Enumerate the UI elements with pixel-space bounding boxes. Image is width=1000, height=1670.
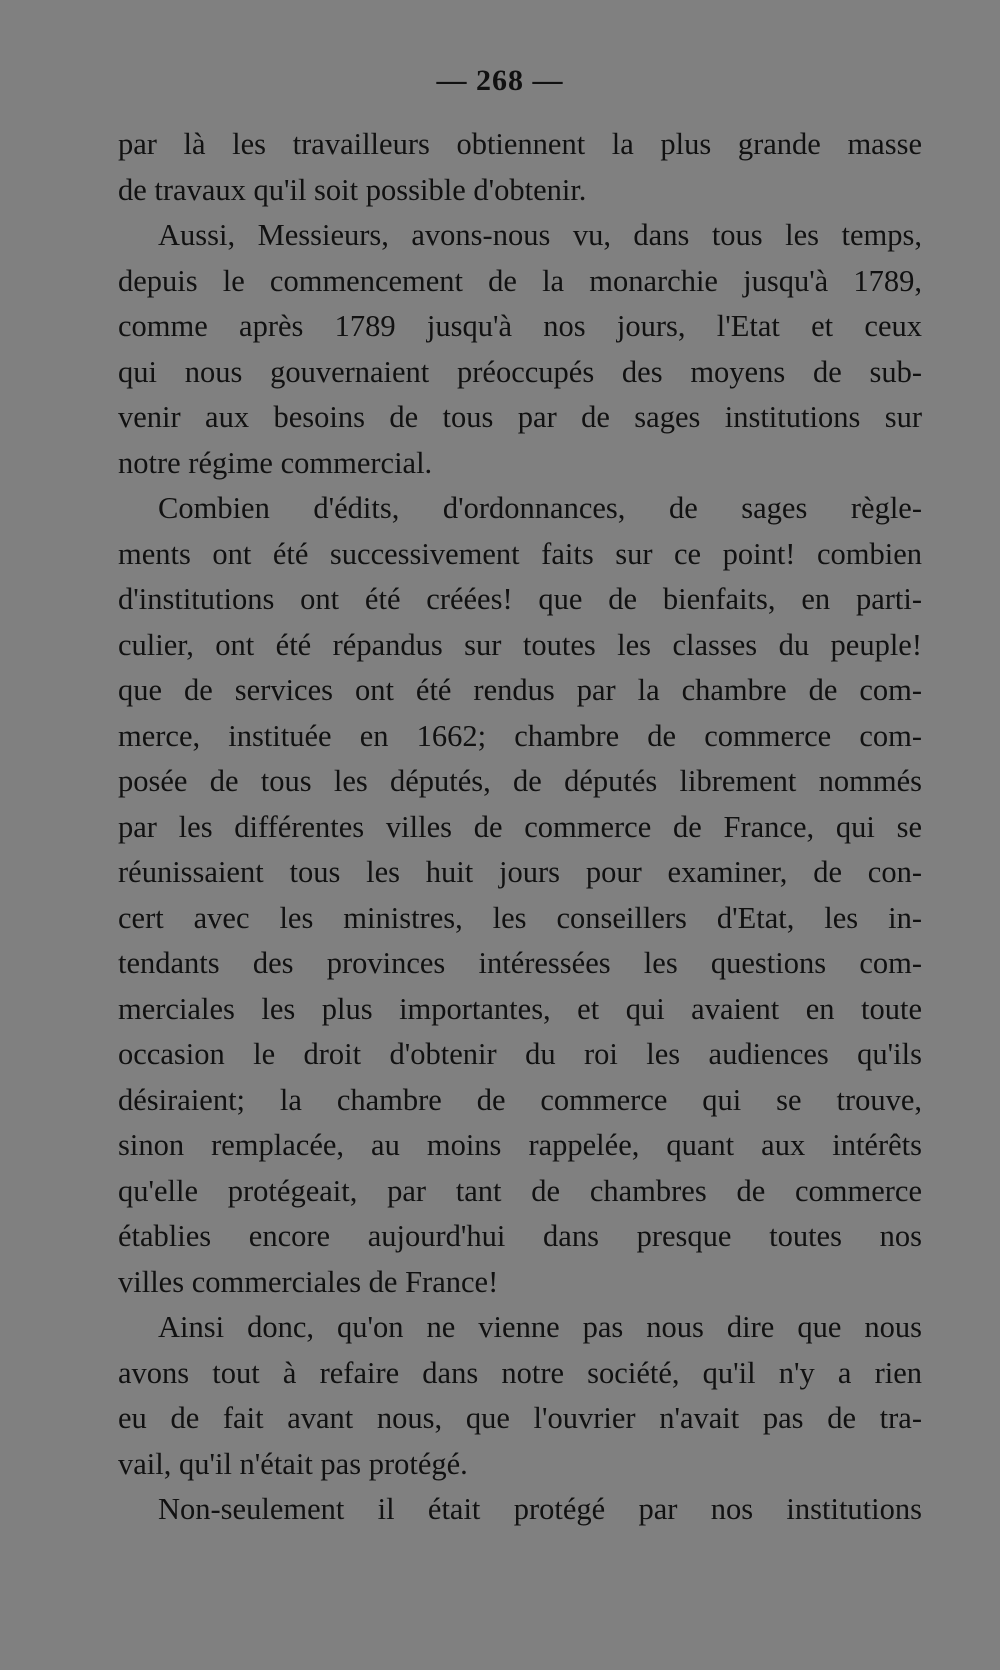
- text-line: notre régime commercial.: [118, 445, 433, 480]
- text-line: Combien d'édits, d'ordonnances, de sages règle-: [158, 491, 922, 525]
- page-number: — 268 —: [436, 64, 564, 97]
- body-text: [118, 122, 922, 1533]
- text-line: venir aux besoins de tous par de sages institutions sur: [118, 400, 922, 434]
- text-line: culier, ont été répandus sur toutes les classes du peuple!: [118, 627, 922, 662]
- text-line: merce, instituée en 1662; chambre de commerce com-: [118, 718, 922, 753]
- text-line: sinon remplacée, au moins rappelée, quant aux intérêts: [118, 1128, 922, 1162]
- text-line: qui nous gouvernaient préoccupés des moyens de sub-: [118, 354, 922, 389]
- text-line: avons tout à refaire dans notre société, qu'il n'y a rien: [118, 1355, 922, 1390]
- text-line: tendants des provinces intéressées les questions com-: [118, 946, 922, 980]
- text-line: ments ont été successivement faits sur ce point! combien: [118, 536, 922, 571]
- text-line: désiraient; la chambre de commerce qui se trouve,: [118, 1082, 922, 1117]
- text-line: cert avec les ministres, les conseillers d'Etat, les in-: [118, 900, 922, 935]
- text-line: réunissaient tous les huit jours pour examiner, de con-: [118, 855, 922, 889]
- text-line: de travaux qu'il soit possible d'obtenir.: [118, 172, 587, 207]
- text-line: par là les travailleurs obtiennent la plus grande masse: [118, 127, 922, 161]
- text-line: qu'elle protégeait, par tant de chambres de commerce: [118, 1173, 922, 1208]
- text-line: Non-seulement il était protégé par nos institutions: [158, 1492, 922, 1526]
- text-line: villes commerciales de France!: [118, 1264, 499, 1299]
- text-line: depuis le commencement de la monarchie jusqu'à 1789,: [118, 263, 922, 298]
- text-line: occasion le droit d'obtenir du roi les audiences qu'ils: [118, 1037, 922, 1071]
- paragraph-4: [118, 1305, 922, 1487]
- text-line: eu de fait avant nous, que l'ouvrier n'avait pas de tra-: [118, 1401, 922, 1435]
- text-line: vail, qu'il n'était pas protégé.: [118, 1446, 468, 1481]
- paragraph-1: [118, 122, 922, 213]
- text-line: que de services ont été rendus par la chambre de com-: [118, 673, 922, 707]
- paragraph-3: [118, 486, 922, 1305]
- text-line: comme après 1789 jusqu'à nos jours, l'Etat et ceux: [118, 309, 922, 343]
- text-line: par les différentes villes de commerce de France, qui se: [118, 809, 922, 844]
- text-line: Ainsi donc, qu'on ne vienne pas nous dire que nous: [158, 1310, 922, 1344]
- text-line: Aussi, Messieurs, avons-nous vu, dans tous les temps,: [158, 218, 922, 252]
- text-line: posée de tous les députés, de députés librement nommés: [118, 764, 922, 798]
- text-line: d'institutions ont été créées! que de bienfaits, en parti-: [118, 582, 922, 616]
- text-line: établies encore aujourd'hui dans presque toutes nos: [118, 1219, 922, 1253]
- paragraph-2: [118, 213, 922, 486]
- text-line: merciales les plus importantes, et qui avaient en toute: [118, 991, 922, 1026]
- paragraph-5: [118, 1487, 922, 1533]
